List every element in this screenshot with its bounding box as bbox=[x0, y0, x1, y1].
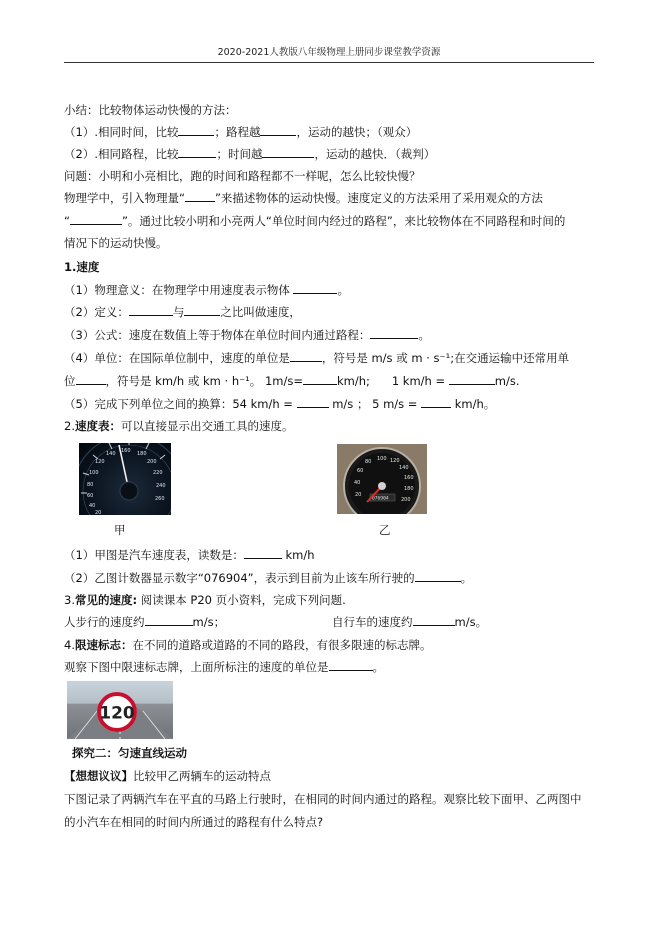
summary-item-2-pre: （2）.相同路程，比较 bbox=[64, 147, 179, 161]
question-line: 问题：小明和小亮相比，跑的时间和路程都不一样呢，怎么比较快慢？ bbox=[64, 169, 421, 183]
gauge-b-tick: 20 bbox=[355, 492, 362, 498]
speed-limit-value: 120 bbox=[99, 703, 135, 724]
fill-blank[interactable] bbox=[185, 190, 215, 202]
section-1-title: 1.速度 bbox=[64, 260, 100, 274]
fill-blank[interactable] bbox=[178, 146, 216, 158]
gauge-a-tick: 240 bbox=[156, 483, 166, 489]
sec1-item-4b-mid1: ，符号是 km/h 或 km · h⁻¹。 1m/s= bbox=[105, 374, 303, 388]
gauge-b-tick: 60 bbox=[357, 468, 364, 474]
section-3-title bbox=[64, 591, 346, 609]
fill-blank[interactable] bbox=[415, 570, 461, 582]
sec1-item-4b-mid3: 1 km/h = bbox=[391, 374, 446, 388]
gauge-a-tick: 180 bbox=[137, 451, 147, 457]
sec1-item-1-pre: （1）物理意义：在物理学中用速度表示物体 bbox=[64, 283, 290, 297]
sec1-item-1 bbox=[64, 281, 349, 299]
summary-title: 小结：比较物体运动快慢的方法： bbox=[64, 103, 237, 117]
sec3-bike-pre: 自行车的速度约 bbox=[332, 615, 413, 629]
fill-blank[interactable] bbox=[70, 213, 122, 225]
sec4-observe-pre: 观察下图中限速标志牌，上面所标注的速度的单位是 bbox=[64, 660, 329, 674]
fill-blank[interactable] bbox=[145, 614, 193, 626]
speedometer-b-drawing bbox=[337, 444, 427, 514]
fill-blank[interactable] bbox=[244, 547, 282, 559]
speedometer-photo-b bbox=[337, 444, 427, 514]
fill-blank[interactable] bbox=[184, 304, 220, 316]
sec1-item-4b-pre: 位 bbox=[64, 374, 76, 388]
gauge-b-tick: 140 bbox=[399, 465, 409, 471]
gauge-b-tick: 80 bbox=[365, 459, 372, 465]
fill-blank[interactable] bbox=[293, 282, 337, 294]
para-line-3: 情况下的运动快慢。 bbox=[64, 236, 168, 250]
think-rest: 比较甲乙两辆车的运动特点 bbox=[133, 769, 271, 783]
explore-p1: 下图记录了两辆汽车在平直的马路上行驶时，在相同的时间内通过的路程。观察比较下面甲、乙两图中 bbox=[64, 792, 582, 806]
gauge-a-tick: 260 bbox=[155, 496, 165, 502]
fill-blank[interactable] bbox=[260, 124, 296, 136]
sec3-bike-post: m/s。 bbox=[454, 615, 488, 629]
para-line-2-post: ”。通过比较小明和小亮两人“单位时间内经过的路程”，来比较物体在不同路程和时间的 bbox=[121, 214, 566, 228]
sec2-q1-post: km/h bbox=[285, 548, 315, 562]
sec1-item-2 bbox=[64, 303, 301, 321]
sec4-observe bbox=[64, 658, 384, 676]
section-3-title-rest: 阅读课本 P20 页小资料，完成下列问题. bbox=[140, 593, 346, 607]
fill-blank[interactable] bbox=[129, 304, 173, 316]
sec1-item-1-post: 。 bbox=[337, 283, 349, 297]
sec1-item-4-pre: （4）单位：在国际单位制中，速度的单位是 bbox=[64, 351, 290, 365]
gauge-b-tick: 120 bbox=[390, 458, 400, 464]
section-4-title-rest: 在不同的道路或道路的不同的路段，有很多限速的标志牌。 bbox=[132, 638, 432, 652]
fill-blank[interactable] bbox=[413, 614, 455, 626]
sec4-observe-post: 。 bbox=[372, 660, 384, 674]
gauge-a-tick: 200 bbox=[147, 459, 157, 465]
explore-p2: 的小汽车在相同的时间内所通过的路程有什么特点? bbox=[64, 815, 324, 829]
fill-blank[interactable] bbox=[370, 327, 418, 339]
sec2-q1 bbox=[64, 546, 315, 564]
sec1-item-3-post: 。 bbox=[418, 328, 430, 342]
gauge-a-tick: 80 bbox=[87, 482, 94, 488]
sec2-q1-pre: （1）甲图是汽车速度表，读数是： bbox=[64, 548, 244, 562]
explore-title: 探究二：匀速直线运动 bbox=[72, 746, 187, 760]
sec3-bike bbox=[332, 613, 487, 631]
section-4-title-bold: 限速标志： bbox=[74, 638, 133, 652]
sec1-item-5-mid: m/s ； 5 m/s = bbox=[332, 397, 418, 411]
para-line-1-post: ”来描述物体的运动快慢。速度定义的方法采用了采用观众的方法 bbox=[214, 191, 543, 205]
gauge-a-tick: 140 bbox=[106, 451, 116, 457]
fill-blank[interactable] bbox=[76, 373, 106, 385]
sec3-walk-post: m/s； bbox=[192, 615, 226, 629]
gauge-b-tick: 100 bbox=[377, 456, 387, 462]
section-3-title-num: 3. bbox=[64, 593, 75, 607]
gauge-b-tick: 40 bbox=[354, 480, 361, 486]
summary-item-2 bbox=[64, 145, 435, 163]
section-3-title-bold: 常见的速度: bbox=[74, 593, 138, 607]
gauge-a-tick: 160 bbox=[121, 448, 131, 454]
fill-blank[interactable] bbox=[297, 396, 329, 408]
sec1-item-3 bbox=[64, 326, 430, 344]
fill-blank[interactable] bbox=[303, 373, 337, 385]
sec2-q2 bbox=[64, 569, 472, 587]
para-line-1 bbox=[64, 189, 543, 207]
think-bracket: 【想想议议】 bbox=[64, 769, 133, 783]
caption-b: 乙 bbox=[379, 523, 391, 537]
section-4-title bbox=[64, 636, 431, 654]
sec1-item-4 bbox=[64, 349, 569, 367]
sec1-item-4-mid: ，符号是 m/s 或 m · s⁻¹;在交通运输中还常用单 bbox=[321, 351, 570, 365]
summary-item-1-pre: （1）.相同时间，比较 bbox=[64, 125, 179, 139]
fill-blank[interactable] bbox=[449, 373, 495, 385]
gauge-b-tick: 200 bbox=[401, 497, 411, 503]
section-2-title bbox=[64, 417, 293, 435]
gauge-a-tick: 60 bbox=[87, 493, 94, 499]
caption-a: 甲 bbox=[114, 523, 126, 537]
gauge-b-tick: 160 bbox=[404, 475, 414, 481]
gauge-a-tick: 40 bbox=[89, 503, 96, 509]
sec3-walk bbox=[64, 613, 225, 631]
speedometer-photo-a bbox=[79, 443, 171, 515]
think-line bbox=[64, 767, 271, 785]
fill-blank[interactable] bbox=[262, 146, 314, 158]
summary-item-1-post: ，运动的越快；（观众） bbox=[296, 125, 418, 139]
sec2-q2-pre: （2）乙图计数器显示数字“076904”，表示到目前为止该车所行驶的 bbox=[64, 571, 415, 585]
sec1-item-2-pre: （2）定义： bbox=[64, 305, 129, 319]
gauge-a-tick: 20 bbox=[95, 510, 102, 515]
header-rule bbox=[64, 62, 594, 63]
summary-item-1 bbox=[64, 123, 417, 141]
fill-blank[interactable] bbox=[178, 124, 214, 136]
sec1-item-4b bbox=[64, 372, 520, 390]
gauge-a-tick: 220 bbox=[153, 470, 163, 476]
fill-blank[interactable] bbox=[290, 350, 322, 362]
sec1-item-5-pre: （5）完成下列单位之间的换算：54 km/h = bbox=[64, 397, 293, 411]
para-line-2 bbox=[64, 212, 565, 230]
odometer-display: 076904 bbox=[372, 496, 389, 502]
speedometer-a-drawing bbox=[79, 443, 171, 515]
section-2-title-bold: 速度表： bbox=[74, 419, 121, 433]
page-header: 2020-2021人教版八年级物理上册同步课堂教学资源 bbox=[217, 47, 441, 58]
sec2-q2-post: 。 bbox=[460, 571, 473, 585]
sec3-walk-pre: 人步行的速度约 bbox=[64, 615, 145, 629]
section-2-title-rest: 可以直接显示出交通工具的速度。 bbox=[120, 419, 294, 433]
sec1-item-2-post: 之比叫做速度， bbox=[220, 305, 301, 319]
sec1-item-5-post: km/h。 bbox=[454, 397, 496, 411]
summary-item-2-post: ，运动的越快．（裁判） bbox=[314, 147, 436, 161]
section-4-title-num: 4. bbox=[64, 638, 75, 652]
sec1-item-4b-post: m/s. bbox=[494, 374, 520, 388]
fill-blank[interactable] bbox=[329, 659, 373, 671]
summary-item-2-mid: ；时间越 bbox=[216, 147, 263, 161]
speed-limit-sign-photo bbox=[67, 681, 173, 739]
sec1-item-5 bbox=[64, 395, 495, 413]
fill-blank[interactable] bbox=[421, 396, 451, 408]
para-line-2-pre: “ bbox=[64, 214, 70, 228]
gauge-b-tick: 180 bbox=[404, 486, 414, 492]
sec1-item-2-mid: 与 bbox=[172, 305, 185, 319]
gauge-a-tick: 120 bbox=[95, 459, 105, 465]
para-line-1-pre: 物理学中，引入物理量“ bbox=[64, 191, 185, 205]
gauge-a-tick: 100 bbox=[89, 470, 99, 476]
sec1-item-4b-mid2: km/h; bbox=[336, 374, 370, 388]
summary-item-1-mid: ；路程越 bbox=[214, 125, 261, 139]
sec1-item-3-pre: （3）公式：速度在数值上等于物体在单位时间内通过路程： bbox=[64, 328, 371, 342]
speed-limit-drawing bbox=[67, 681, 173, 739]
section-2-title-num: 2. bbox=[64, 419, 75, 433]
